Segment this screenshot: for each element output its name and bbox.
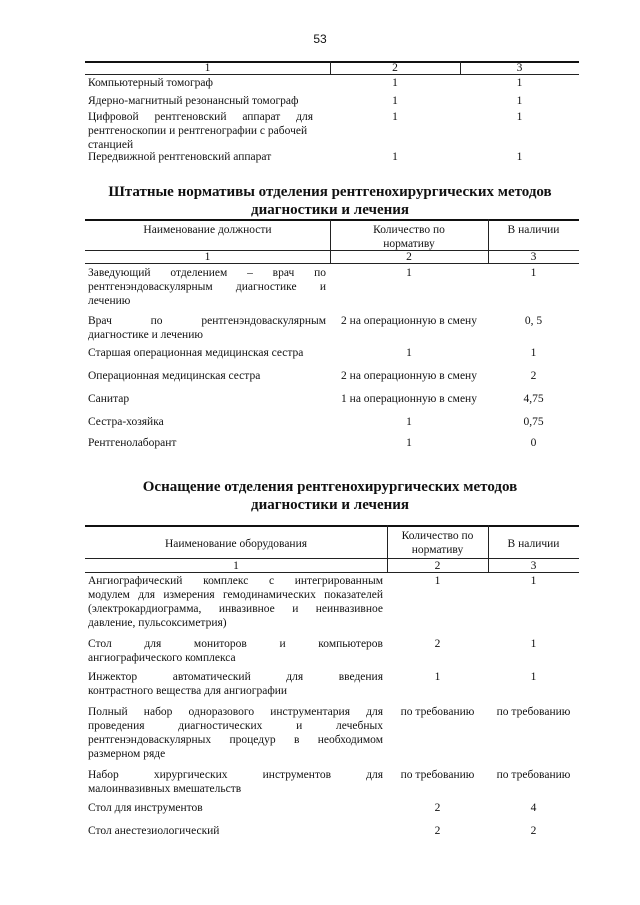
- row-quantity: 1: [392, 151, 398, 163]
- row-name-line: Инжектор автоматический для введения: [88, 671, 383, 683]
- column-number: 1: [233, 560, 239, 572]
- header-norm-quantity: [387, 529, 488, 557]
- row-available: по требованию: [496, 706, 571, 718]
- row-name: Стол для инструментов: [88, 802, 203, 814]
- row-name-line: Цифровой рентгеновский аппарат для: [88, 111, 313, 123]
- row-available: 1: [530, 575, 537, 587]
- row-available: по требованию: [496, 769, 571, 781]
- row-name-line: станцией: [88, 139, 134, 151]
- header-available: В наличии: [507, 224, 560, 236]
- page-number: 53: [313, 32, 327, 46]
- row-name-line: (электрокардиограмма, инвазивное и неинвазивное: [88, 603, 383, 615]
- row-quantity: 1: [406, 347, 412, 359]
- row-available: 1: [516, 111, 523, 123]
- header-line: нормативу: [383, 238, 435, 250]
- row-name-line: Ангиографический комплекс с интегрированным: [88, 575, 383, 587]
- row-name: Компьютерный томограф: [88, 77, 213, 89]
- row-name-line: ангиографического комплекса: [88, 652, 236, 664]
- row-quantity: по требованию: [400, 706, 475, 718]
- section-title-equipment: [80, 478, 580, 514]
- row-name-line: диагностике и лечению: [88, 329, 203, 341]
- row-name-line: Врач по рентгенэндоваскулярным: [88, 315, 326, 327]
- row-available: 4,75: [523, 393, 544, 405]
- column-number: 3: [530, 560, 537, 572]
- row-quantity: по требованию: [400, 769, 475, 781]
- row-name-line: проведения диагностических и лечебных: [88, 720, 383, 732]
- row-name: Сестра-хозяйка: [88, 416, 164, 428]
- table-top-border: [85, 219, 579, 221]
- row-available: 1: [530, 638, 537, 650]
- row-quantity: 1: [406, 267, 412, 279]
- header-equipment-name: Наименование оборудования: [164, 538, 308, 550]
- header-norm-quantity: [330, 223, 488, 251]
- row-available: 1: [516, 151, 523, 163]
- row-quantity: 1: [406, 437, 412, 449]
- column-number: 1: [204, 251, 211, 263]
- row-quantity: 1: [392, 77, 398, 89]
- section-title-staff: [80, 183, 580, 219]
- row-quantity: 1 на операционную в смену: [341, 393, 477, 405]
- row-available: 1: [530, 267, 537, 279]
- row-quantity: 2: [434, 638, 441, 650]
- section-title-line: диагностики и лечения: [251, 202, 409, 218]
- row-name-line: малоинвазивных вмешательств: [88, 783, 242, 795]
- section-title-line: диагностики и лечения: [251, 497, 409, 513]
- row-quantity: 1: [434, 575, 441, 587]
- header-available: В наличии: [507, 538, 560, 550]
- row-name-line: давление, пульсоксиметрия): [88, 617, 227, 629]
- row-available: 0, 5: [524, 315, 543, 327]
- header-line: Количество по: [373, 224, 445, 236]
- column-number: 2: [406, 251, 412, 263]
- column-number: 2: [434, 560, 441, 572]
- header-position-name: Наименование должности: [143, 224, 272, 236]
- row-available: 2: [530, 370, 537, 382]
- row-name-line: Набор хирургических инструментов для: [88, 769, 383, 781]
- row-name-line: контрастного вещества для ангиографии: [88, 685, 288, 697]
- row-available: 1: [516, 95, 523, 107]
- header-bottom-border: [85, 263, 579, 264]
- header-line: Количество по: [401, 530, 474, 542]
- row-name: Передвижной рентгеновский аппарат: [88, 151, 272, 163]
- row-quantity: 2 на операционную в смену: [341, 315, 477, 327]
- row-available: 1: [530, 347, 537, 359]
- row-name-line: рентгенэндоваскулярным диагностике и: [88, 281, 326, 293]
- row-name-line: рентгенэндоваскулярных процедур в необходимом: [88, 734, 383, 746]
- row-available: 0,75: [523, 416, 544, 428]
- row-name-line: Полный набор одноразового инструментария для: [88, 706, 383, 718]
- row-name-line: рентгеноскопии и рентгенографии с рабочей: [88, 125, 308, 137]
- row-name: Санитар: [88, 393, 130, 405]
- row-quantity: 2 на операционную в смену: [341, 370, 477, 382]
- row-name-line: модулем для измерения гемодинамических показателей: [88, 589, 383, 601]
- header-line: нормативу: [411, 544, 464, 556]
- row-name: Старшая операционная медицинская сестра: [88, 347, 304, 359]
- section-title-line: Оснащение отделения рентгенохирургических методов: [142, 479, 518, 495]
- column-number: 1: [204, 62, 211, 74]
- row-name: Рентгенолаборант: [88, 437, 177, 449]
- row-name: Операционная медицинская сестра: [88, 370, 261, 382]
- row-quantity: 1: [392, 111, 398, 123]
- row-quantity: 1: [434, 671, 441, 683]
- row-name-line: лечению: [88, 295, 131, 307]
- header-bottom-border: [85, 572, 579, 573]
- row-available: 1: [516, 77, 523, 89]
- column-number: 3: [530, 251, 537, 263]
- row-name-line: Стол для мониторов и компьютеров: [88, 638, 383, 650]
- row-name: Стол анестезиологический: [88, 825, 220, 837]
- row-available: 0: [530, 437, 537, 449]
- table-top-border: [85, 525, 579, 527]
- row-available: 2: [530, 825, 537, 837]
- row-available: 4: [530, 802, 537, 814]
- row-name: Ядерно-магнитный резонансный томограф: [88, 95, 299, 107]
- row-quantity: 2: [434, 802, 441, 814]
- row-name-line: размерном ряде: [88, 748, 166, 760]
- column-number: 3: [516, 62, 523, 74]
- row-quantity: 2: [434, 825, 441, 837]
- row-name-line: Заведующий отделением – врач по: [88, 267, 326, 279]
- section-title-line: Штатные нормативы отделения рентгенохирургических методов: [108, 184, 552, 200]
- row-quantity: 1: [392, 95, 398, 107]
- row-quantity: 1: [406, 416, 412, 428]
- column-number: 2: [392, 62, 398, 74]
- header-bottom-border: [85, 74, 579, 75]
- row-available: 1: [530, 671, 537, 683]
